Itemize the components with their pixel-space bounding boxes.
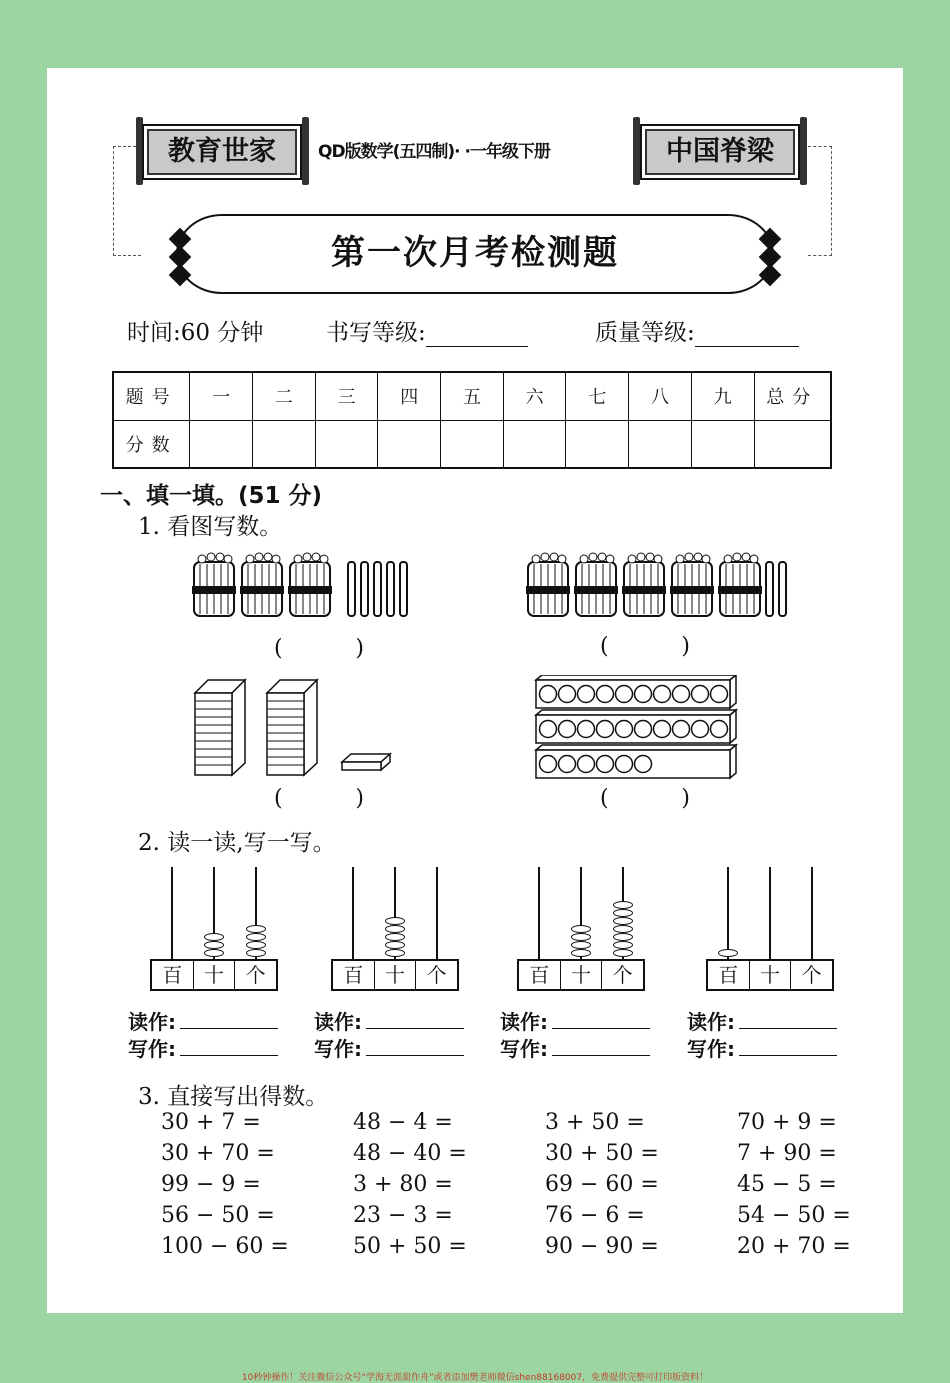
q2-title: 2. 读一读,写一写。 <box>138 830 336 856</box>
answer-paren-1[interactable]: ( ) <box>274 636 364 661</box>
total-label: 总分 <box>754 372 831 420</box>
abacus-rod <box>171 867 173 959</box>
abacus-base <box>517 959 645 991</box>
score-table <box>112 371 832 469</box>
bundle-of-ten-icon <box>718 553 762 616</box>
equation: 30 + 70 = <box>161 1141 275 1166</box>
single-stick-icon <box>387 562 394 616</box>
abacus-rod <box>811 867 813 959</box>
abacus-bead <box>385 949 405 957</box>
bundle-of-ten-icon <box>526 553 570 616</box>
read-blank[interactable] <box>739 1011 837 1029</box>
write-blank[interactable] <box>552 1038 650 1056</box>
col-2: 二 <box>253 372 316 420</box>
abacus-bead <box>571 941 591 949</box>
abacus-bead <box>571 925 591 933</box>
page-title: 第一次月考检测题 <box>331 233 619 273</box>
score-cell[interactable] <box>253 420 316 468</box>
answer-paren-3[interactable]: ( ) <box>274 786 364 811</box>
answer-paren-2[interactable]: ( ) <box>600 634 690 659</box>
bundle-of-ten-icon <box>574 553 618 616</box>
series-label: QD版数学(五四制)· ·一年级下册 <box>318 142 550 162</box>
abacus-bead <box>385 925 405 933</box>
equation: 56 − 50 = <box>161 1203 275 1228</box>
bead-bar-icon <box>536 745 736 778</box>
place-label: 百 <box>519 961 561 989</box>
abacus-bead <box>246 933 266 941</box>
q1-title: 1. 看图写数。 <box>138 514 283 540</box>
abacus-rod <box>436 867 438 959</box>
abacus-bead <box>246 925 266 933</box>
equation: 50 + 50 = <box>353 1234 467 1259</box>
score-cell[interactable] <box>190 420 253 468</box>
abacus-bead <box>204 941 224 949</box>
question-number-label: 题号 <box>113 372 190 420</box>
abacus-rod <box>769 867 771 959</box>
abacus-bead <box>571 949 591 957</box>
place-label: 个 <box>426 963 447 987</box>
col-3: 三 <box>315 372 378 420</box>
write-row-2: 写作: <box>314 1035 464 1063</box>
abacus-base <box>331 959 459 991</box>
quality-grade: 质量等级: <box>595 314 799 347</box>
equation: 23 − 3 = <box>353 1203 453 1228</box>
read-row-2: 读作: <box>314 1008 464 1036</box>
single-stick-icon <box>779 562 786 616</box>
score-cell[interactable] <box>566 420 629 468</box>
place-label: 十 <box>750 961 792 989</box>
equation: 3 + 50 = <box>545 1110 645 1135</box>
abacus-bead <box>385 917 405 925</box>
sticks-group-a <box>180 550 430 625</box>
score-cell[interactable] <box>503 420 566 468</box>
footer-promo: 10秒钟操作！关注微信公众号“学海无涯甜作舟”或者添加樊老师微信shen88168007，免费提供完整可打印版资料！ <box>241 1373 709 1383</box>
sticks-group-b <box>516 550 806 625</box>
place-label: 十 <box>194 961 236 989</box>
q3-title: 3. 直接写出得数。 <box>138 1084 329 1110</box>
answer-paren-4[interactable]: ( ) <box>600 786 690 811</box>
equation: 48 − 40 = <box>353 1141 467 1166</box>
read-row-4: 读作: <box>687 1008 837 1036</box>
equation: 70 + 9 = <box>737 1110 837 1135</box>
place-label: 百 <box>708 961 750 989</box>
abacus-rod <box>352 867 354 959</box>
read-blank[interactable] <box>366 1011 464 1029</box>
place-label: 个 <box>245 963 266 987</box>
score-label: 分数 <box>113 420 190 468</box>
abacus-rod <box>538 867 540 959</box>
abacus-bead <box>385 933 405 941</box>
col-9: 九 <box>691 372 754 420</box>
bundle-of-ten-icon <box>288 553 332 616</box>
score-row <box>113 420 831 468</box>
score-cell[interactable] <box>691 420 754 468</box>
bead-bar-icon <box>536 675 736 708</box>
write-blank[interactable] <box>366 1038 464 1056</box>
read-blank[interactable] <box>180 1011 278 1029</box>
hundred-blocks <box>190 675 400 780</box>
abacus-bead <box>385 941 405 949</box>
equation: 20 + 70 = <box>737 1234 851 1259</box>
equation: 69 − 60 = <box>545 1172 659 1197</box>
score-cell[interactable] <box>754 420 831 468</box>
equation: 48 − 4 = <box>353 1110 453 1135</box>
abacus-bead <box>204 933 224 941</box>
place-label: 个 <box>801 963 822 987</box>
abacus-bead <box>613 901 633 909</box>
place-label: 十 <box>375 961 417 989</box>
writing-grade: 书写等级: <box>326 314 528 347</box>
score-cell[interactable] <box>315 420 378 468</box>
abacus-bead <box>613 917 633 925</box>
equation: 54 − 50 = <box>737 1203 851 1228</box>
single-stick-icon <box>348 562 355 616</box>
read-row-3: 读作: <box>500 1008 650 1036</box>
abacus-bead <box>246 949 266 957</box>
col-1: 一 <box>190 372 253 420</box>
single-stick-icon <box>374 562 381 616</box>
abacus-base <box>150 959 278 991</box>
hundred-block-icon <box>195 680 245 775</box>
abacus-bead <box>718 949 738 957</box>
abacus-bead <box>613 925 633 933</box>
single-stick-icon <box>361 562 368 616</box>
writing-grade-blank[interactable] <box>426 323 528 347</box>
write-row-4: 写作: <box>687 1035 837 1063</box>
abacus-bead <box>246 941 266 949</box>
bundle-of-ten-icon <box>622 553 666 616</box>
place-label: 百 <box>333 961 375 989</box>
abacus-rod <box>727 867 729 959</box>
bead-bar-icon <box>536 710 736 743</box>
write-blank[interactable] <box>180 1038 278 1056</box>
equation: 30 + 50 = <box>545 1141 659 1166</box>
equation: 100 − 60 = <box>161 1234 289 1259</box>
right-banner: 中国脊梁 <box>640 124 800 180</box>
equation: 76 − 6 = <box>545 1203 645 1228</box>
place-label: 个 <box>612 963 633 987</box>
abacus-bead <box>613 941 633 949</box>
left-banner: 教育世家 <box>142 124 302 180</box>
score-cell[interactable] <box>378 420 441 468</box>
abacus-bead <box>613 933 633 941</box>
equation: 99 − 9 = <box>161 1172 261 1197</box>
bead-bars <box>530 675 745 785</box>
write-row-3: 写作: <box>500 1035 650 1063</box>
abacus-bead <box>613 949 633 957</box>
abacus-bead <box>204 949 224 957</box>
col-4: 四 <box>378 372 441 420</box>
unit-flat-icon <box>342 754 390 770</box>
single-stick-icon <box>766 562 773 616</box>
right-dashed-connector <box>808 146 832 256</box>
bundle-of-ten-icon <box>670 553 714 616</box>
read-row-1: 读作: <box>128 1008 278 1036</box>
place-label: 百 <box>152 961 194 989</box>
section-1-heading: 一、填一填。(51 分) <box>100 483 323 509</box>
equation: 45 − 5 = <box>737 1172 837 1197</box>
bundle-of-ten-icon <box>192 553 236 616</box>
hundred-block-icon <box>267 680 317 775</box>
quality-grade-blank[interactable] <box>695 323 799 347</box>
abacus-base <box>706 959 834 991</box>
col-8: 八 <box>629 372 692 420</box>
time-label: 时间:60 分钟 <box>127 320 264 346</box>
read-blank[interactable] <box>552 1011 650 1029</box>
single-stick-icon <box>400 562 407 616</box>
col-6: 六 <box>503 372 566 420</box>
equation: 3 + 80 = <box>353 1172 453 1197</box>
score-header-row <box>113 372 831 420</box>
equation: 30 + 7 = <box>161 1110 261 1135</box>
write-blank[interactable] <box>739 1038 837 1056</box>
abacus-bead <box>571 933 591 941</box>
score-cell[interactable] <box>629 420 692 468</box>
equation: 7 + 90 = <box>737 1141 837 1166</box>
abacus-bead <box>613 909 633 917</box>
equation: 90 − 90 = <box>545 1234 659 1259</box>
bundle-of-ten-icon <box>240 553 284 616</box>
col-7: 七 <box>566 372 629 420</box>
place-label: 十 <box>561 961 603 989</box>
write-row-1: 写作: <box>128 1035 278 1063</box>
col-5: 五 <box>441 372 504 420</box>
score-cell[interactable] <box>441 420 504 468</box>
